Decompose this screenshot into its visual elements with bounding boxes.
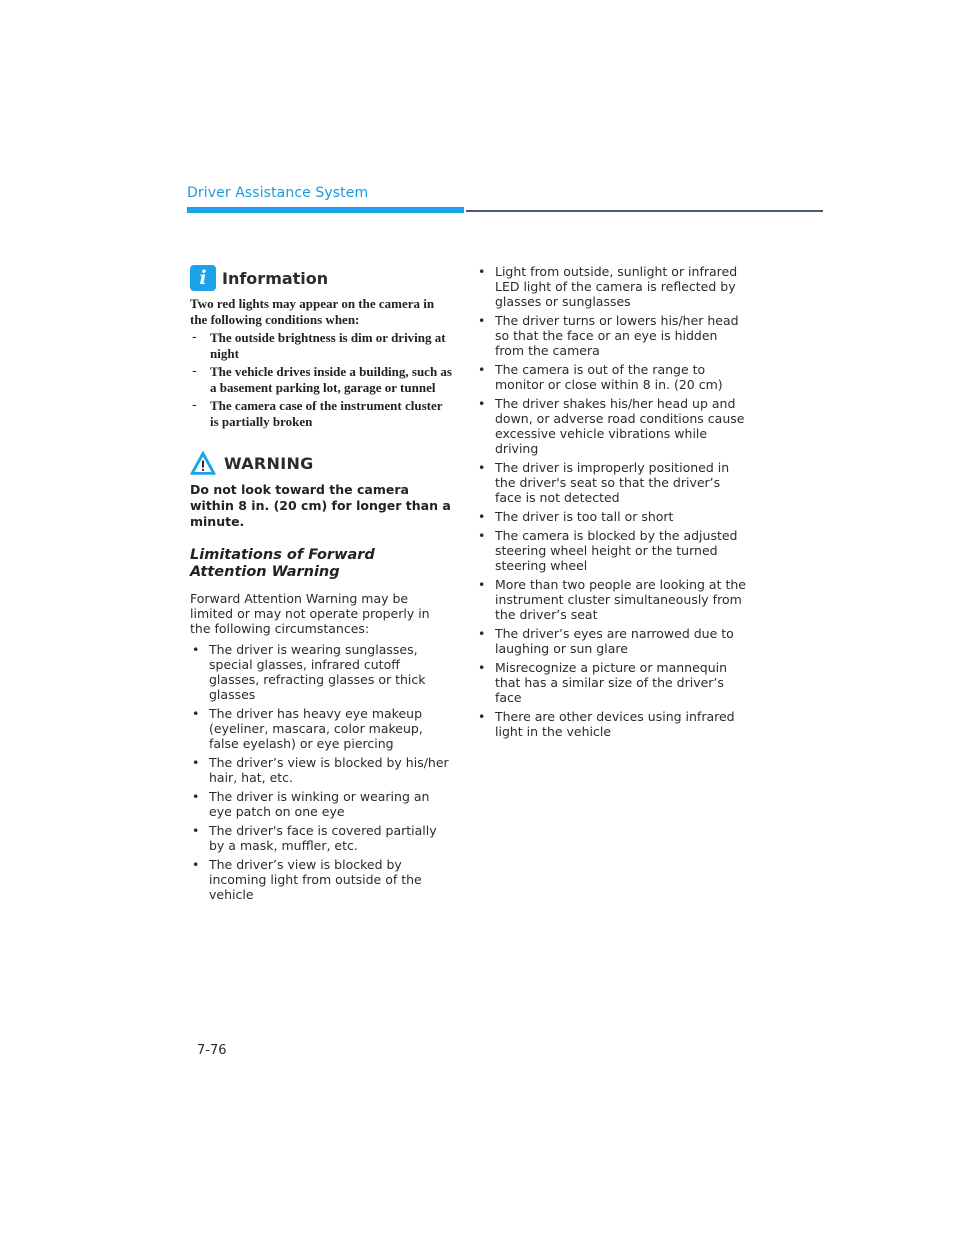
- list-item: • Light from outside, sunlight or infrared LED light of the camera is reflected by glasses or sunglasses: [478, 264, 738, 309]
- left-column: [190, 263, 452, 906]
- right-column: [476, 264, 746, 743]
- page-number: 7-76: [197, 1043, 227, 1058]
- list-item: • The driver’s view is blocked by his/her hair, hat, etc.: [192, 755, 449, 785]
- limitations-list-right: [476, 264, 746, 739]
- section-intro: Forward Attention Warning may be limited or may not operate properly in the following circumstances:: [190, 591, 430, 636]
- list-item: • The driver is improperly positioned in the driver's seat so that the driver’s face is not detected: [478, 460, 730, 505]
- info-icon: i: [190, 265, 216, 291]
- header-accent-rule: [187, 207, 464, 213]
- list-item: • Misrecognize a picture or mannequin that has a similar size of the driver’s face: [478, 660, 728, 705]
- list-item: • More than two people are looking at the instrument cluster simultaneously from the driver’s seat: [478, 577, 746, 622]
- limitations-list-left: [190, 642, 452, 902]
- list-item: • The driver is winking or wearing an eye patch on one eye: [192, 789, 430, 819]
- information-intro: Two red lights may appear on the camera in the following conditions when:: [190, 296, 435, 327]
- list-item: • The driver is too tall or short: [478, 509, 674, 524]
- warning-triangle-icon: [190, 451, 216, 475]
- warning-heading: [190, 450, 452, 476]
- list-item: • The driver's face is covered partially by a mask, muffler, etc.: [192, 823, 437, 853]
- list-item: • The driver has heavy eye makeup (eyeliner, mascara, color makeup, false eyelash) or eye piercing: [192, 706, 423, 751]
- list-item: • The camera is out of the range to monitor or close within 8 in. (20 cm): [478, 362, 723, 392]
- list-item: • The driver’s view is blocked by incoming light from outside of the vehicle: [192, 857, 422, 902]
- information-list: [190, 330, 452, 430]
- section-title: Limitations of Forward Attention Warning: [190, 547, 375, 580]
- information-title: Information: [222, 268, 329, 288]
- header-divider-rule: [466, 210, 823, 212]
- information-list-item: - The outside brightness is dim or driving at night: [192, 330, 446, 361]
- list-item: • The driver’s eyes are narrowed due to laughing or sun glare: [478, 626, 734, 656]
- information-list-item: - The camera case of the instrument cluster is partially broken: [192, 398, 443, 429]
- information-heading: [190, 263, 452, 293]
- list-item: • The driver is wearing sunglasses, special glasses, infrared cutoff glasses, refracting glasses or thick glasses: [192, 642, 426, 702]
- list-item: • The driver shakes his/her head up and down, or adverse road conditions cause excessive vehicle vibrations while driving: [478, 396, 745, 456]
- section-header-title: Driver Assistance System: [187, 185, 369, 201]
- list-item: • The camera is blocked by the adjusted steering wheel height or the turned steering wheel: [478, 528, 738, 573]
- warning-title: WARNING: [224, 453, 314, 473]
- warning-text: Do not look toward the camera within 8 in. (20 cm) for longer than a minute.: [190, 482, 451, 529]
- list-item: • The driver turns or lowers his/her head so that the face or an eye is hidden from the camera: [478, 313, 739, 358]
- list-item: • There are other devices using infrared light in the vehicle: [478, 709, 735, 739]
- information-list-item: - The vehicle drives inside a building, such as a basement parking lot, garage or tunnel: [192, 364, 452, 395]
